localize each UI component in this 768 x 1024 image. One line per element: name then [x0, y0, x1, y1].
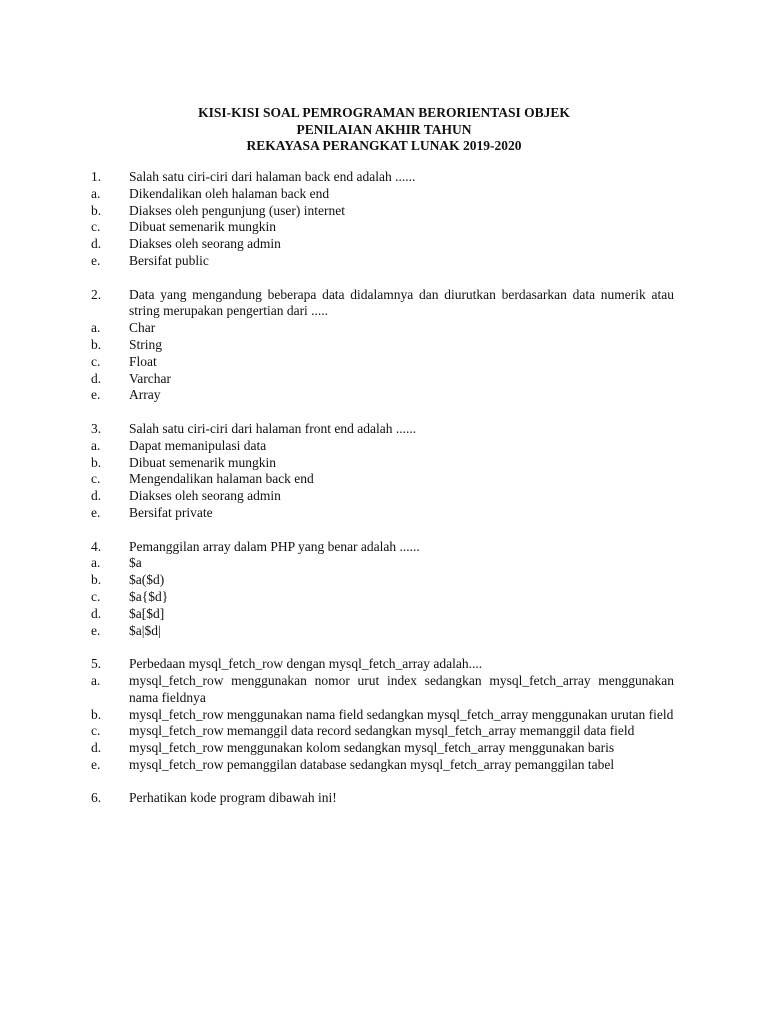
option-label: a. [91, 320, 101, 336]
question-item [91, 656, 674, 774]
question-item [91, 421, 674, 522]
question-stem [91, 539, 674, 556]
option-label: e. [91, 622, 101, 638]
option-label: a. [91, 672, 101, 688]
question-item [91, 287, 674, 405]
answer-option [91, 623, 674, 640]
answer-option [91, 757, 674, 774]
question-text: Perbedaan mysql_fetch_row dengan mysql_fetch_array adalah.... [129, 656, 483, 672]
option-text: Char [129, 320, 156, 336]
question-number: 5. [91, 656, 102, 672]
option-text: String [129, 336, 163, 352]
option-label: b. [91, 454, 102, 470]
question-item [91, 539, 674, 640]
answer-option [91, 337, 674, 354]
answer-option [91, 723, 674, 740]
option-label: e. [91, 252, 101, 268]
document-header [0, 105, 768, 155]
option-text: $a|$d| [129, 622, 161, 638]
header-program: REKAYASA PERANGKAT LUNAK 2019-2020 [246, 138, 522, 153]
option-label: d. [91, 236, 102, 252]
question-stem [91, 287, 674, 321]
question-number: 6. [91, 790, 102, 806]
answer-option [91, 555, 674, 572]
option-text: Dapat memanipulasi data [129, 437, 267, 453]
option-label: d. [91, 370, 102, 386]
question-stem [91, 169, 674, 186]
header-title: KISI-KISI SOAL PEMROGRAMAN BERORIENTASI OBJEK [198, 105, 570, 120]
option-text: $a($d) [129, 572, 165, 588]
option-label: d. [91, 740, 102, 756]
option-text: mysql_fetch_row menggunakan nomor urut index sedangkan mysql_fetch_array menggunakan nama fieldnya [129, 672, 674, 705]
question-number: 1. [91, 169, 102, 184]
option-label: b. [91, 202, 102, 218]
option-label: c. [91, 353, 101, 369]
answer-option [91, 455, 674, 472]
header-subtitle: PENILAIAN AKHIR TAHUN [296, 121, 472, 137]
option-label: a. [91, 555, 101, 571]
answer-option [91, 371, 674, 388]
answer-option [91, 707, 674, 724]
option-text: Varchar [129, 370, 171, 386]
option-label: e. [91, 756, 101, 772]
option-text: Diakses oleh seorang admin [129, 488, 281, 504]
question-stem [91, 421, 674, 438]
answer-option [91, 438, 674, 455]
option-label: c. [91, 471, 101, 487]
option-text: mysql_fetch_row menggunakan kolom sedangkan mysql_fetch_array menggunakan baris [129, 740, 615, 756]
question-text: Perhatikan kode program dibawah ini! [129, 790, 337, 806]
option-label: e. [91, 387, 101, 403]
option-text: mysql_fetch_row menggunakan nama field sedangkan mysql_fetch_array menggunakan urutan field [129, 706, 674, 722]
option-label: a. [91, 437, 101, 453]
option-text: $a[$d] [129, 605, 165, 621]
answer-option [91, 236, 674, 253]
answer-option [91, 186, 674, 203]
question-number: 4. [91, 538, 102, 554]
question-number: 3. [91, 420, 102, 436]
answer-option [91, 253, 674, 270]
question-item [91, 169, 674, 270]
question-text: Data yang mengandung beberapa data didalamnya dan diurutkan berdasarkan data numerik atau string merupakan pengertian dari ..... [129, 286, 674, 319]
question-list [91, 169, 674, 824]
answer-option [91, 387, 674, 404]
question-item [91, 790, 674, 807]
option-label: b. [91, 572, 102, 588]
option-text: Bersifat public [129, 252, 209, 268]
option-text: Mengendalikan halaman back end [129, 471, 314, 487]
option-label: c. [91, 219, 101, 235]
answer-option [91, 471, 674, 488]
answer-option [91, 203, 674, 220]
answer-option [91, 505, 674, 522]
option-label: d. [91, 605, 102, 621]
option-label: a. [91, 185, 101, 201]
option-text: Bersifat private [129, 504, 213, 520]
answer-option [91, 219, 674, 236]
option-label: c. [91, 723, 101, 739]
option-text: Array [129, 387, 161, 403]
question-stem [91, 656, 674, 673]
question-text: Salah satu ciri-ciri dari halaman back end adalah ...... [129, 169, 416, 184]
option-text: Diakses oleh pengunjung (user) internet [129, 202, 345, 218]
answer-option [91, 320, 674, 337]
option-label: d. [91, 488, 102, 504]
option-text: mysql_fetch_row memanggil data record sedangkan mysql_fetch_array memanggil data field [129, 723, 635, 739]
option-text: $a [129, 555, 142, 571]
option-label: c. [91, 588, 101, 604]
answer-option [91, 354, 674, 371]
answer-option [91, 606, 674, 623]
option-text: Dibuat semenarik mungkin [129, 454, 276, 470]
option-label: e. [91, 504, 101, 520]
answer-option [91, 589, 674, 606]
option-label: b. [91, 706, 102, 722]
option-text: mysql_fetch_row pemanggilan database sedangkan mysql_fetch_array pemanggilan tabel [129, 756, 615, 772]
option-text: Float [129, 353, 157, 369]
option-text: Diakses oleh seorang admin [129, 236, 281, 252]
question-stem [91, 790, 674, 807]
answer-option [91, 488, 674, 505]
question-number: 2. [91, 286, 102, 302]
question-text: Pemanggilan array dalam PHP yang benar adalah ...... [129, 538, 420, 554]
question-text: Salah satu ciri-ciri dari halaman front end adalah ...... [129, 420, 417, 436]
option-text: Dibuat semenarik mungkin [129, 219, 276, 235]
answer-option [91, 673, 674, 707]
answer-option [91, 572, 674, 589]
option-text: Dikendalikan oleh halaman back end [129, 185, 330, 201]
answer-option [91, 740, 674, 757]
option-text: $a{$d} [129, 588, 169, 604]
option-label: b. [91, 336, 102, 352]
